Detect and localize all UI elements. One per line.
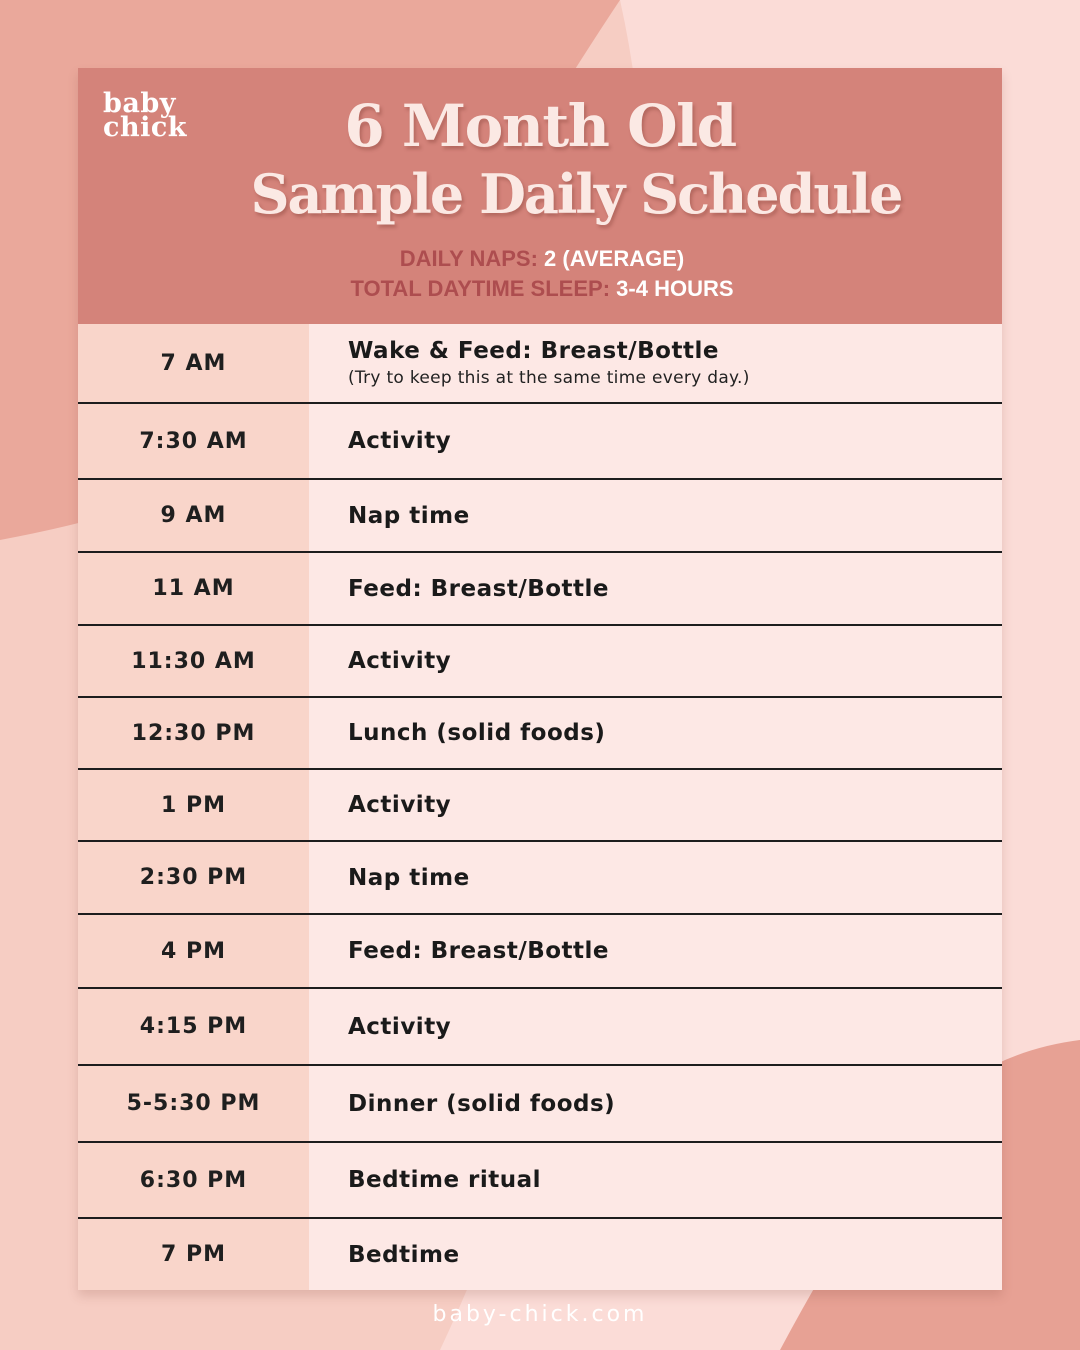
time-cell: 1 PM xyxy=(78,770,309,840)
naps-label: DAILY NAPS: xyxy=(399,246,538,271)
title-line1: 6 Month Old xyxy=(344,92,736,160)
table-row xyxy=(78,1219,1002,1290)
activity-cell: Feed: Breast/Bottle xyxy=(309,915,1002,987)
page-title xyxy=(78,88,1002,228)
table-row xyxy=(78,324,1002,404)
time-cell: 4 PM xyxy=(78,915,309,987)
table-row xyxy=(78,770,1002,842)
table-row xyxy=(78,480,1002,553)
time-cell: 9 AM xyxy=(78,480,309,551)
time-cell: 7:30 AM xyxy=(78,404,309,478)
logo-line1: baby xyxy=(103,88,176,119)
sleep-label: TOTAL DAYTIME SLEEP: xyxy=(350,276,611,301)
activity-cell: Bedtime ritual xyxy=(309,1143,1002,1217)
time-cell: 4:15 PM xyxy=(78,989,309,1064)
activity-text: Wake & Feed: Breast/Bottle xyxy=(348,338,719,364)
naps-stat xyxy=(82,244,1002,274)
logo-line2: chick xyxy=(103,112,187,143)
naps-value: 2 (AVERAGE) xyxy=(544,246,685,271)
sleep-stat xyxy=(82,274,1002,304)
schedule-table xyxy=(78,324,1002,1290)
time-cell: 7 PM xyxy=(78,1219,309,1290)
title-line2: Sample Daily Schedule xyxy=(250,162,902,226)
activity-cell: Nap time xyxy=(309,480,1002,551)
table-row xyxy=(78,915,1002,989)
activity-cell: Feed: Breast/Bottle xyxy=(309,553,1002,624)
table-row xyxy=(78,626,1002,698)
activity-cell: Lunch (solid foods) xyxy=(309,698,1002,768)
table-row xyxy=(78,842,1002,915)
schedule-card xyxy=(78,68,1002,1290)
activity-cell: Activity xyxy=(309,989,1002,1064)
sleep-value: 3-4 HOURS xyxy=(616,276,734,301)
website-url: baby-chick.com xyxy=(432,1302,648,1327)
table-row xyxy=(78,1066,1002,1143)
time-cell: 7 AM xyxy=(78,324,309,402)
time-cell: 11 AM xyxy=(78,553,309,624)
table-row xyxy=(78,989,1002,1066)
table-row xyxy=(78,1143,1002,1219)
activity-cell: Activity xyxy=(309,404,1002,478)
time-cell: 2:30 PM xyxy=(78,842,309,913)
time-cell: 12:30 PM xyxy=(78,698,309,768)
activity-cell: Activity xyxy=(309,770,1002,840)
activity-cell: Activity xyxy=(309,626,1002,696)
time-cell: 11:30 AM xyxy=(78,626,309,696)
table-row xyxy=(78,553,1002,626)
activity-note: (Try to keep this at the same time every day.) xyxy=(348,368,750,388)
activity-cell xyxy=(309,324,1002,402)
activity-cell: Dinner (solid foods) xyxy=(309,1066,1002,1141)
activity-cell: Nap time xyxy=(309,842,1002,913)
time-cell: 6:30 PM xyxy=(78,1143,309,1217)
activity-cell: Bedtime xyxy=(309,1219,1002,1290)
header xyxy=(78,68,1002,324)
time-cell: 5-5:30 PM xyxy=(78,1066,309,1141)
table-row xyxy=(78,698,1002,770)
table-row xyxy=(78,404,1002,480)
sleep-stats xyxy=(78,244,1002,304)
